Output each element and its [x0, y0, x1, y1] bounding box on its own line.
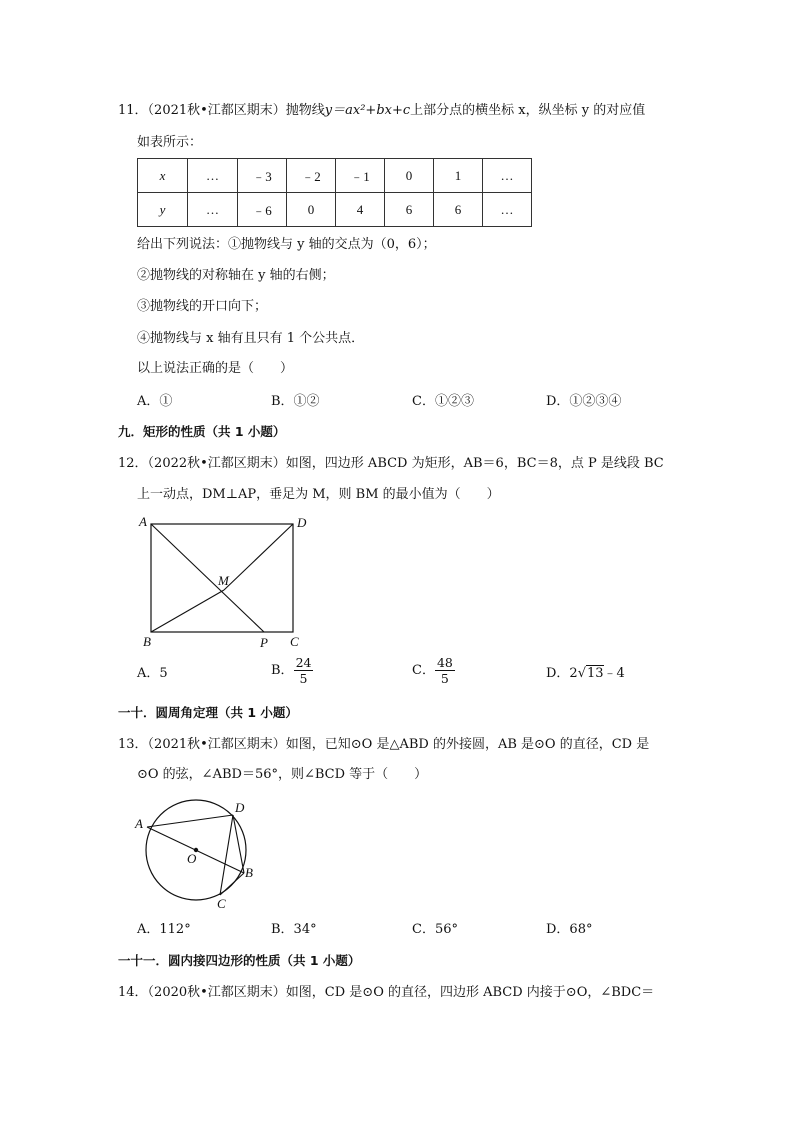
q11-line1-suffix: 上部分点的横坐标 x，纵坐标 y 的对应值 [410, 103, 646, 118]
table-cell: … [483, 159, 532, 193]
table-cell: … [483, 193, 532, 227]
q11-statement2: ②抛物线的对称轴在 y 轴的右侧； [137, 268, 335, 283]
q11-equation: y＝ax²+bx+c [324, 103, 411, 118]
segment-ap [151, 524, 264, 632]
q11-line1 [118, 101, 645, 121]
table-cell: ﹣2 [287, 159, 336, 193]
q12-option-d[interactable] [546, 664, 625, 684]
sqrt-sign-icon: √ [577, 666, 586, 681]
q13-circle-figure [130, 795, 270, 915]
table-cell: ﹣1 [336, 159, 385, 193]
q11-line2: 如表所示： [137, 135, 203, 150]
fraction [294, 655, 314, 686]
table-cell: ﹣6 [238, 193, 287, 227]
table-cell: 6 [434, 193, 483, 227]
label-a: A [139, 514, 147, 529]
q11-line1-prefix: 11．（2021秋•江都区期末）抛物线 [118, 103, 325, 118]
segment-bc [220, 873, 244, 895]
q12-line1: 12．（2022秋•江都区期末）如图，四边形 ABCD 为矩形，AB＝6，BC＝8，点 P 是线段 BC [118, 456, 664, 471]
table-cell: … [188, 193, 238, 227]
fraction-numerator: 24 [295, 655, 312, 670]
label-c: C [290, 634, 299, 649]
section-heading-9: 九．矩形的性质（共 1 小题） [118, 424, 286, 439]
segment-dm [224, 524, 293, 590]
table-row [138, 193, 532, 227]
table-cell-y-header: y [138, 193, 188, 227]
q13-option-a[interactable]: A．112° [137, 922, 191, 937]
fraction-numerator: 48 [436, 655, 453, 670]
segment-dc [220, 815, 233, 895]
section-heading-11: 一十一．圆内接四边形的性质（共 1 小题） [118, 953, 361, 968]
q11-statement3: ③抛物线的开口向下； [137, 299, 268, 314]
q11-value-table [137, 158, 532, 227]
segment-ad [147, 815, 233, 827]
q14-line1: 14．（2020秋•江都区期末）如图，CD 是⊙O 的直径，四边形 ABCD 内接于⊙O，∠BDC＝ [118, 985, 655, 1000]
q12-rectangle-figure [130, 510, 320, 655]
q13-line1: 13．（2021秋•江都区期末）如图，已知⊙O 是△ABD 的外接圆，AB 是⊙O 的直径，CD 是 [118, 737, 650, 752]
fraction-denominator: 5 [299, 671, 308, 686]
q12-line2: 上一动点，DM⊥AP，垂足为 M，则 BM 的最小值为（ ） [137, 487, 500, 502]
section-heading-10: 一十．圆周角定理（共 1 小题） [118, 705, 298, 720]
fraction-denominator: 5 [440, 671, 449, 686]
q11-statement1: 给出下列说法：①抛物线与 y 轴的交点为（0，6）； [137, 237, 436, 252]
q11-option-b[interactable]: B．①② [271, 394, 320, 409]
label-b: B [245, 865, 253, 880]
label-d: D [297, 515, 307, 530]
label-c: C [217, 896, 226, 911]
q12-option-c-prefix: C． [412, 663, 435, 678]
table-cell: 1 [434, 159, 483, 193]
q13-option-b[interactable]: B．34° [271, 922, 317, 937]
q13-option-d[interactable]: D．68° [546, 922, 593, 937]
label-o: O [187, 851, 197, 866]
q11-statement4: ④抛物线与 x 轴有且只有 1 个公共点． [137, 331, 365, 346]
table-cell: 0 [385, 159, 434, 193]
q11-option-c[interactable]: C．①②③ [412, 394, 474, 409]
sqrt-radicand: 13 [587, 666, 604, 681]
label-p: P [260, 635, 268, 650]
table-cell: 4 [336, 193, 385, 227]
fraction [435, 655, 455, 686]
q12-option-b-prefix: B． [271, 663, 294, 678]
segment-bm [151, 590, 224, 632]
table-cell: 6 [385, 193, 434, 227]
q12-option-c[interactable] [412, 655, 455, 686]
label-b: B [143, 634, 151, 649]
label-a: A [135, 816, 143, 831]
q11-option-a[interactable]: A．① [137, 394, 173, 409]
q11-option-d[interactable]: D．①②③④ [546, 394, 622, 409]
q11-question: 以上说法正确的是（ ） [137, 361, 294, 376]
label-d: D [235, 800, 245, 815]
q13-option-c[interactable]: C．56° [412, 922, 458, 937]
table-cell: 0 [287, 193, 336, 227]
table-cell: ﹣3 [238, 159, 287, 193]
table-row [138, 159, 532, 193]
q12-option-b[interactable] [271, 655, 313, 686]
table-cell-x-header: x [138, 159, 188, 193]
q12-option-a[interactable]: A．5 [137, 666, 168, 681]
q12-option-d-suffix: ﹣4 [603, 666, 625, 681]
q13-line2: ⊙O 的弦，∠ABD＝56°，则∠BCD 等于（ ） [137, 767, 428, 782]
table-cell: … [188, 159, 238, 193]
label-m: M [218, 573, 229, 588]
q12-option-d-prefix: D．2 [546, 666, 578, 681]
